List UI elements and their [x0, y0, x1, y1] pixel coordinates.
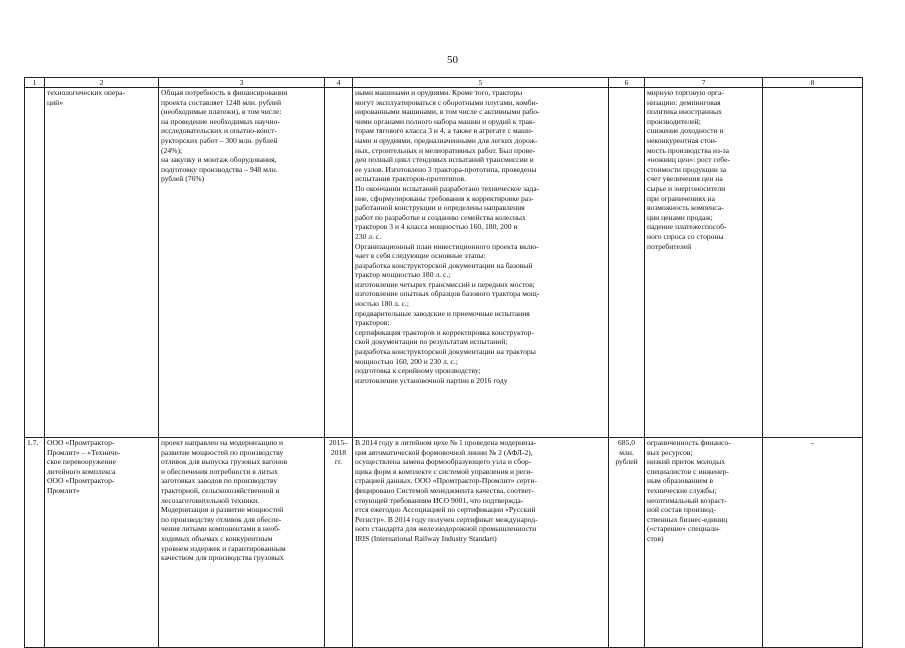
text-line: проекта составляет 1248 млн. рублей — [161, 97, 282, 107]
text-line: Общая потребность в финансировании — [161, 88, 288, 97]
text-line: нами и орудиями, предназначенными для легких дорож- — [355, 135, 538, 145]
header-col-4: 4 — [325, 78, 353, 88]
text-line: Промлит» – «Техниче- — [47, 447, 121, 457]
text-line: В 2014 году в литейном цехе № 1 проведена модерниза- — [355, 438, 537, 447]
text-line: возможность компенса- — [647, 203, 724, 213]
text-line: могут эксплуатироваться с оборотными плугами, комби- — [355, 97, 539, 107]
text-line: ООО «Промтрактор- — [47, 476, 115, 486]
text-line: ственных бизнес-единиц — [647, 514, 728, 524]
text-line: стоимости продукции за — [647, 164, 727, 174]
text-line: щика форм в комплекте с системой управления и реги- — [355, 466, 533, 476]
table-row — [25, 88, 863, 438]
row2-period-cell — [325, 438, 353, 648]
text-line: ется ежегодно Ассоциацией по сертификации «Русский — [355, 505, 536, 515]
row1-notes-cell — [763, 88, 863, 438]
text-line: проект направлен на модернизацию и — [161, 438, 284, 447]
text-line: рукторских работ – 300 млн. рублей — [161, 135, 278, 145]
text-line: снижение доходности и — [647, 126, 724, 136]
text-line: ограниченность финансо- — [647, 438, 731, 447]
text-line: 2018 — [330, 447, 347, 457]
header-row — [25, 78, 863, 88]
text-line: сырье и энергоносители — [647, 183, 726, 193]
text-line: потребителей — [647, 241, 692, 251]
text-line: сертификация тракторов и корректировка конструктор- — [355, 327, 535, 337]
text-line: («старение» специали- — [647, 524, 721, 534]
text-line: вых ресурсов; — [647, 447, 693, 457]
text-line: специалистов с инженер- — [647, 466, 729, 476]
text-line: ным образованием в — [647, 476, 714, 486]
text-line: ходимых объемах с конкурентным — [161, 533, 273, 543]
table-row — [25, 438, 863, 648]
row1-project-name-cell — [45, 88, 159, 438]
text-line: заготовках заводов по производству — [161, 476, 278, 486]
text-line: гг. — [334, 457, 343, 467]
text-line: испытания тракторов-прототипов. — [355, 174, 466, 184]
text-line: стов) — [647, 533, 664, 543]
text-line: рублей (76%) — [161, 174, 205, 184]
text-line: технологических опера- — [47, 88, 126, 97]
text-line: рублей — [615, 457, 638, 467]
text-line: неконкурентная стои- — [647, 135, 718, 145]
row1-description-cell — [353, 88, 609, 438]
text-line: на проведение необходимых научно- — [161, 116, 280, 126]
text-line: изготовление четырех трансмиссий и передних мостов; — [355, 279, 535, 289]
header-col-5: 5 — [353, 78, 609, 88]
text-line: уровнем издержек и гарантированным — [161, 543, 286, 553]
text-line: предварительные заводские и приемочные испытания — [355, 308, 530, 318]
text-line: разработка конструкторской документации на базовый — [355, 260, 533, 270]
header-col-3: 3 — [159, 78, 325, 88]
row1-amount-cell — [609, 88, 645, 438]
text-line: падение платежеспособ- — [647, 222, 727, 232]
text-line: производителей; — [647, 116, 701, 126]
text-line: Модернизация и развитие мощностей — [161, 505, 284, 515]
header-col-6: 6 — [609, 78, 645, 88]
text-line: мощностью 160, 200 и 230 л. с.; — [355, 356, 458, 366]
text-line: ция автоматической формовочной линии № 2 (АФЛ-2), — [355, 447, 533, 457]
text-line: ными машинами и орудиями. Кроме того, тракторы — [355, 88, 523, 97]
text-line: чения литыми компонентами в необ- — [161, 524, 281, 534]
text-line: технические службы; — [647, 485, 717, 495]
text-line: ее узлов. Изготовлено 3 трактора-прототипа, проведены — [355, 164, 537, 174]
text-line: и обеспечения потребности в литых — [161, 466, 278, 476]
text-line: отливок для выпуска грузовых вагонов — [161, 457, 288, 467]
text-line: чими органами полного набора машин и орудий к трак- — [355, 116, 536, 126]
text-line: низкий приток молодых — [647, 457, 726, 467]
row2-amount-cell — [609, 438, 645, 648]
text-line: лесозаготовительной техники. — [161, 495, 260, 505]
row2-notes-cell: - — [763, 438, 863, 648]
text-line: осуществлена замена формообразующего узла и сбор- — [355, 457, 532, 467]
text-line: Промлит» — [47, 485, 80, 495]
row1-period-cell — [325, 88, 353, 438]
text-line: качеством для производства грузовых — [161, 553, 284, 563]
text-line: разработка конструкторской документации на тракторы — [355, 347, 536, 357]
text-line: ного спроса со стороны — [647, 231, 724, 241]
row1-number-cell — [25, 88, 45, 438]
text-line: ООО «Промтрактор- — [47, 438, 115, 447]
text-line: неоптимальный возраст- — [647, 495, 727, 505]
text-line: фицировано Системой менеджмента качества, соответ- — [355, 485, 534, 495]
text-line: ден полный цикл стендовых испытаний трансмиссии и — [355, 155, 534, 165]
header-col-7: 7 — [645, 78, 763, 88]
text-line: ного стандарта для железнодорожной промышленности — [355, 524, 537, 534]
text-line: ствующей требованиям ИСО 9001, что подтвержда- — [355, 495, 524, 505]
document-table — [24, 77, 863, 648]
header-col-8: 8 — [763, 78, 863, 88]
text-line: счет увеличения цен на — [647, 174, 723, 184]
text-line: Организационный план инвестиционного проекта вклю- — [355, 241, 539, 251]
text-line: литейного комплекса — [47, 466, 116, 476]
text-line: изготовление установочной партии в 2016 году — [355, 375, 508, 385]
text-line: на закупку и монтаж оборудования, — [161, 155, 277, 165]
text-line: ской документации по результатам испытаний; — [355, 337, 508, 347]
text-line: (необходимые платежи), в том числе: — [161, 107, 282, 117]
text-line: Регистр». В 2014 году получен сертификат международ- — [355, 514, 538, 524]
row2-financing-cell — [159, 438, 325, 648]
text-line: «ножниц цен»: рост себе- — [647, 155, 730, 165]
header-col-2: 2 — [45, 78, 159, 88]
text-line: тракторов 3 и 4 класса мощностью 160, 180, 200 и — [355, 222, 518, 232]
text-line: IRIS (International Railway Industry Standart) — [355, 533, 497, 543]
header-col-1: 1 — [25, 78, 45, 88]
text-line: ных, строительных и мелиоративных работ. Был прове- — [355, 145, 536, 155]
text-line: страцией данных. ООО «Промтрактор-Промлит» серти- — [355, 476, 537, 486]
text-line: ностью 180 л. с.; — [355, 299, 410, 309]
text-line: ние, сформулированы требования к корректировке раз- — [355, 193, 534, 203]
text-line: мость производства из-за — [647, 145, 729, 155]
text-line: при ограничениях на — [647, 193, 715, 203]
text-line: 685,0 — [617, 438, 636, 447]
page-number: 50 — [447, 54, 458, 66]
text-line: трактор мощностью 180 л. с.; — [355, 270, 451, 280]
text-line: тракторной, сельскохозяйственной и — [161, 485, 280, 495]
text-line: ной состав производ- — [647, 505, 717, 515]
row2-risks-cell — [645, 438, 763, 648]
text-line: тракторов; — [355, 318, 390, 328]
text-line: (24%); — [161, 145, 183, 155]
text-line: По окончании испытаний разработано техническое зада- — [355, 183, 540, 193]
text-line: торам тягового класса 3 и 4, а также в агрегате с маши- — [355, 126, 534, 136]
text-line: низацию: демпинговая — [647, 97, 721, 107]
row2-number-cell: 1.7. — [25, 438, 45, 648]
text-line: развитие мощностей по производству — [161, 447, 284, 457]
row1-financing-cell — [159, 88, 325, 438]
text-line: ции ценами продаж; — [647, 212, 713, 222]
text-line: работ по разработке и созданию семейства колесных — [355, 212, 526, 222]
text-line: изготовление опытных образцов базового трактора мощ- — [355, 289, 540, 299]
row1-risks-cell — [645, 88, 763, 438]
text-line: 230 л. с. — [355, 231, 382, 241]
text-line: по производству отливок для обеспе- — [161, 514, 282, 524]
text-line: млн. — [619, 447, 634, 457]
text-line: подготовка к серийному производству; — [355, 366, 481, 376]
row2-project-name-cell — [45, 438, 159, 648]
text-line: мирную торговую орга- — [647, 88, 724, 97]
text-line: ское перевооружение — [47, 457, 116, 467]
text-line: исследовательских и опытно-конст- — [161, 126, 277, 136]
text-line: политика иностранных — [647, 107, 722, 117]
text-line: нированными машинами, в том числе с активными рабо- — [355, 107, 540, 117]
text-line: подготовку производства – 948 млн. — [161, 164, 278, 174]
text-line: 2015– — [329, 438, 348, 447]
row2-description-cell — [353, 438, 609, 648]
text-line: чает в себя следующие основные этапы: — [355, 251, 486, 261]
text-line: работанной конструкции и определены направления — [355, 203, 525, 213]
text-line: ций» — [47, 97, 63, 107]
